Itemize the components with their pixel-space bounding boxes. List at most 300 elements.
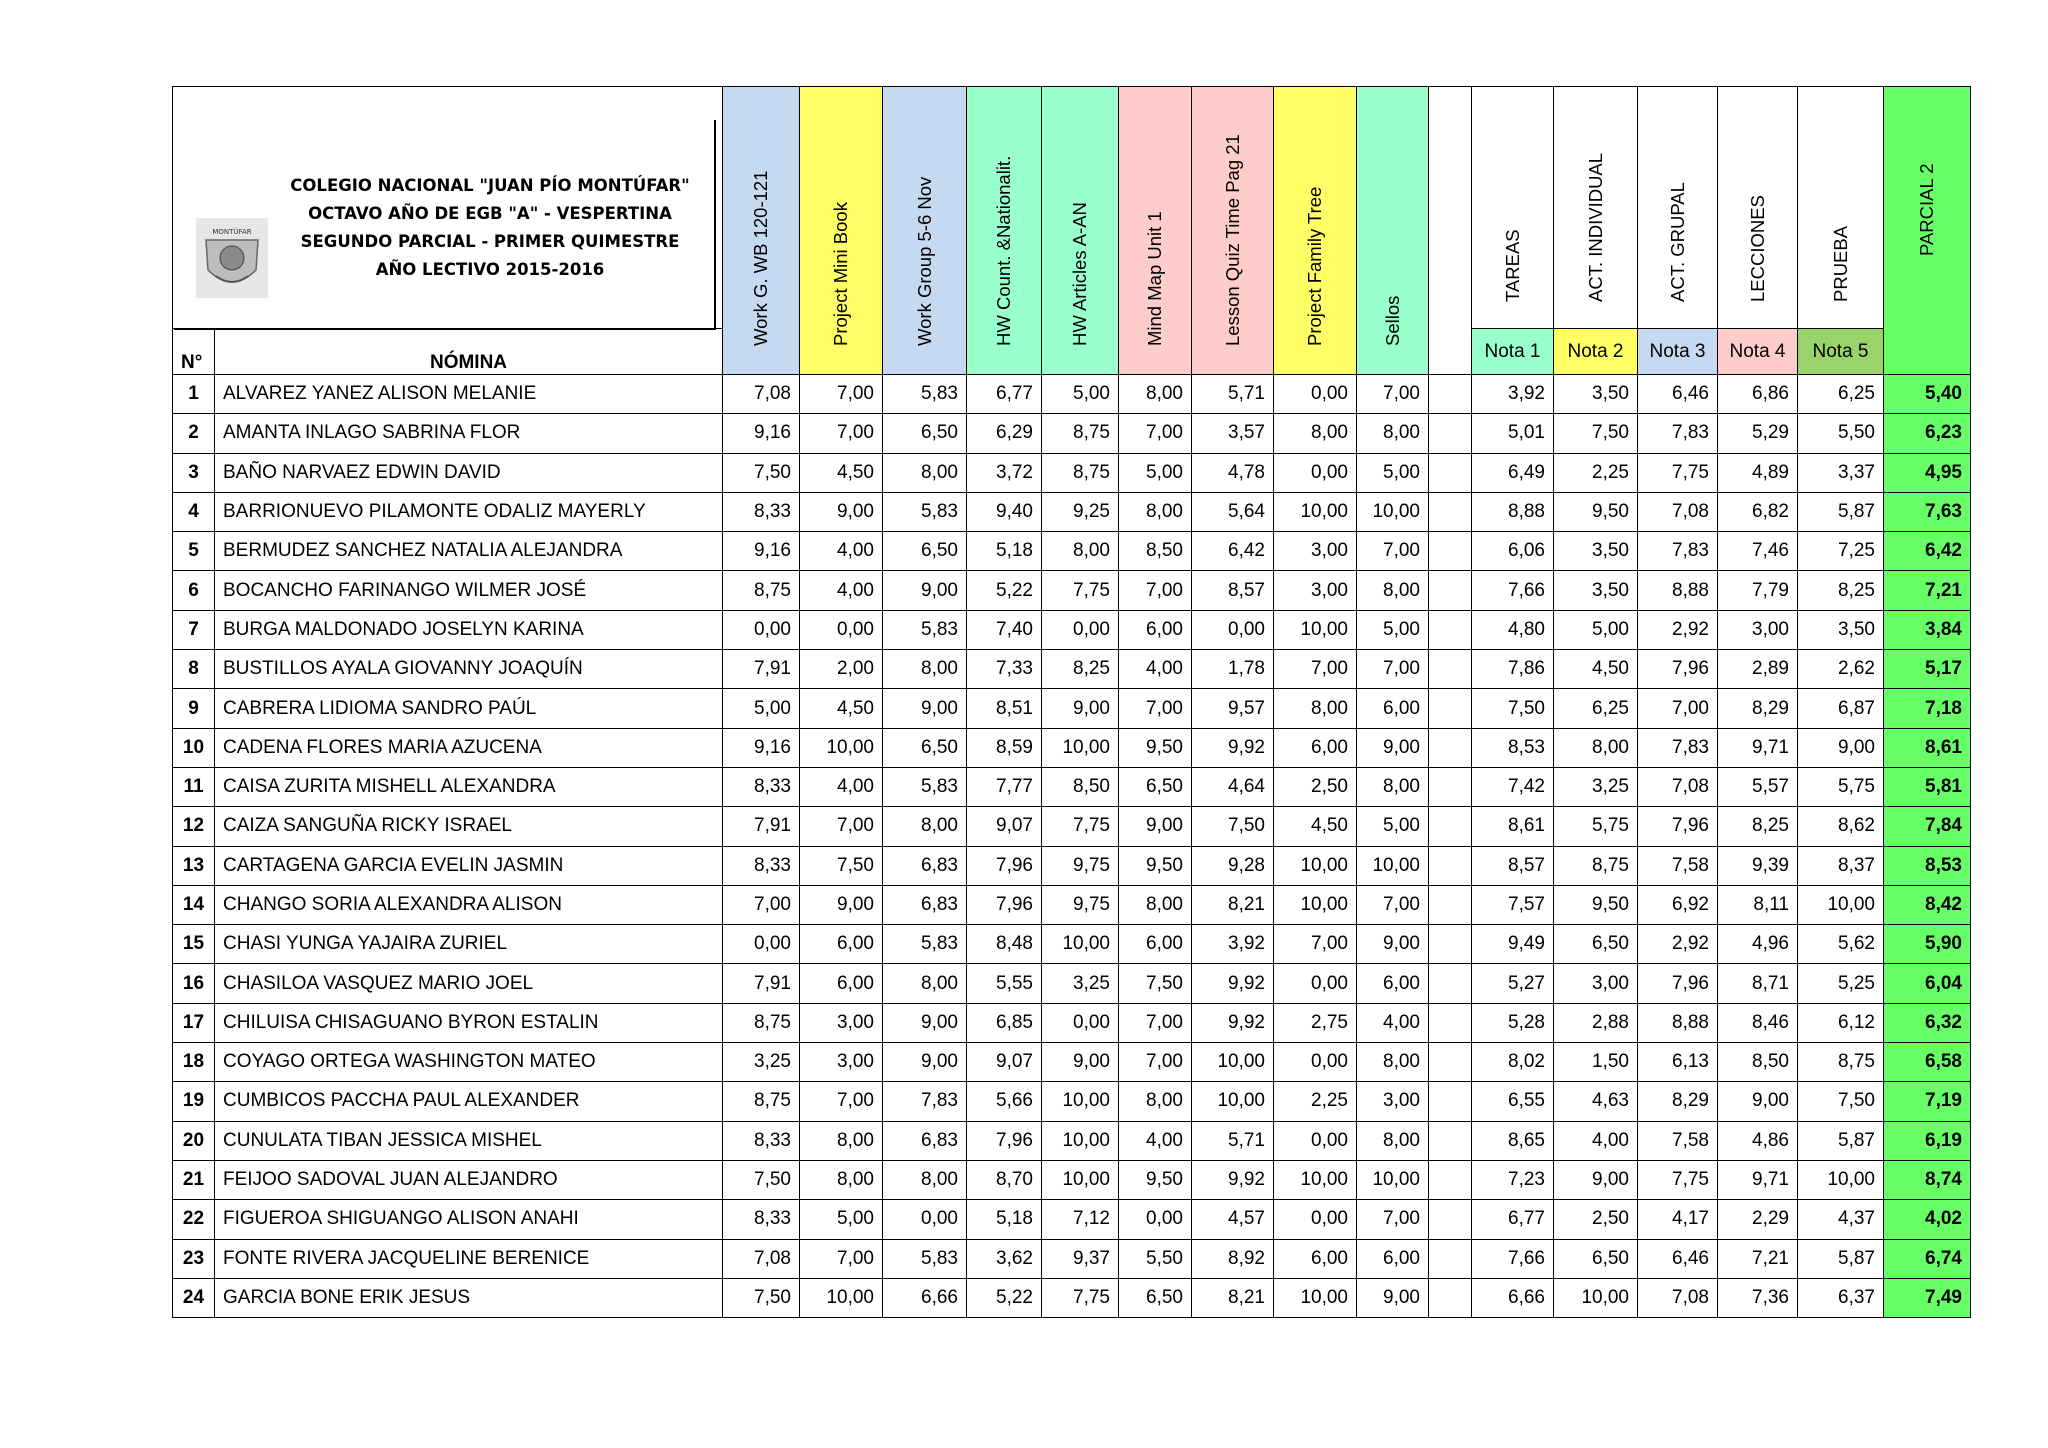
activity-score: 9,92 [1192, 728, 1274, 767]
activity-score: 4,00 [1119, 650, 1192, 689]
activity-score: 8,50 [1042, 767, 1119, 806]
nota-score: 5,87 [1798, 492, 1884, 531]
nota-score: 7,96 [1638, 650, 1718, 689]
activity-score: 6,50 [883, 414, 967, 453]
nota-score: 2,89 [1718, 650, 1798, 689]
table-row [173, 1200, 1971, 1239]
nota-label: Nota 2 [1554, 329, 1638, 375]
student-name: AMANTA INLAGO SABRINA FLOR [215, 414, 723, 453]
nota-score: 8,46 [1718, 1003, 1798, 1042]
gap-cell [1429, 571, 1472, 610]
activity-score: 4,50 [1274, 807, 1357, 846]
activity-score: 10,00 [1274, 610, 1357, 649]
activity-score: 3,00 [1274, 532, 1357, 571]
activity-score: 10,00 [1192, 1043, 1274, 1082]
activity-score: 6,83 [883, 885, 967, 924]
nota-score: 6,77 [1472, 1200, 1554, 1239]
activity-score: 0,00 [1274, 375, 1357, 414]
nota-score: 10,00 [1798, 1160, 1884, 1199]
nota-score: 8,88 [1638, 571, 1718, 610]
student-name: BARRIONUEVO PILAMONTE ODALIZ MAYERLY [215, 492, 723, 531]
student-name: CHASILOA VASQUEZ MARIO JOEL [215, 964, 723, 1003]
nota-score: 4,37 [1798, 1200, 1884, 1239]
nota-score: 8,00 [1554, 728, 1638, 767]
parcial-score: 8,74 [1884, 1160, 1971, 1199]
activity-score: 3,72 [967, 453, 1042, 492]
col-header-summary: PRUEBA [1798, 87, 1884, 329]
activity-score: 9,37 [1042, 1239, 1119, 1278]
activity-score: 8,00 [1357, 767, 1429, 806]
nota-score: 5,00 [1554, 610, 1638, 649]
activity-score: 6,00 [1119, 925, 1192, 964]
activity-score: 7,83 [883, 1082, 967, 1121]
nota-score: 9,00 [1554, 1160, 1638, 1199]
nota-score: 6,66 [1472, 1278, 1554, 1317]
course-name: OCTAVO AÑO DE EGB "A" - VESPERTINA [308, 204, 672, 223]
activity-score: 9,07 [967, 1043, 1042, 1082]
col-header-activity: Sellos [1357, 87, 1429, 375]
activity-score: 8,00 [883, 453, 967, 492]
activity-score: 8,00 [1119, 1082, 1192, 1121]
row-number: 1 [173, 375, 215, 414]
nota-score: 7,50 [1798, 1082, 1884, 1121]
activity-score: 7,75 [1042, 1278, 1119, 1317]
nota-score: 6,87 [1798, 689, 1884, 728]
activity-score: 7,96 [967, 846, 1042, 885]
gap-cell [1429, 492, 1472, 531]
activity-score: 0,00 [1274, 1043, 1357, 1082]
row-number: 12 [173, 807, 215, 846]
nota-score: 7,66 [1472, 1239, 1554, 1278]
row-number: 8 [173, 650, 215, 689]
col-header-summary: ACT. GRUPAL [1638, 87, 1718, 329]
activity-score: 0,00 [1274, 1121, 1357, 1160]
nota-score: 8,37 [1798, 846, 1884, 885]
activity-score: 6,00 [1357, 689, 1429, 728]
activity-score: 10,00 [800, 728, 883, 767]
nota-score: 5,87 [1798, 1239, 1884, 1278]
activity-score: 7,00 [1274, 925, 1357, 964]
activity-score: 6,00 [800, 964, 883, 1003]
nota-score: 6,25 [1554, 689, 1638, 728]
activity-score: 6,00 [1357, 964, 1429, 1003]
activity-score: 5,83 [883, 767, 967, 806]
activity-score: 8,51 [967, 689, 1042, 728]
school-name: COLEGIO NACIONAL "JUAN PÍO MONTÚFAR" [290, 176, 690, 195]
parcial-score: 5,81 [1884, 767, 1971, 806]
nota-score: 5,75 [1554, 807, 1638, 846]
activity-score: 0,00 [1042, 1003, 1119, 1042]
activity-score: 7,00 [1119, 571, 1192, 610]
activity-score: 10,00 [1274, 492, 1357, 531]
gap-cell [1429, 1043, 1472, 1082]
student-name: BERMUDEZ SANCHEZ NATALIA ALEJANDRA [215, 532, 723, 571]
activity-score: 8,33 [723, 1121, 800, 1160]
activity-score: 3,57 [1192, 414, 1274, 453]
nota-score: 2,92 [1638, 925, 1718, 964]
activity-score: 3,62 [967, 1239, 1042, 1278]
nota-score: 3,37 [1798, 453, 1884, 492]
parcial-score: 4,02 [1884, 1200, 1971, 1239]
nota-score: 7,83 [1638, 414, 1718, 453]
activity-score: 10,00 [1357, 492, 1429, 531]
activity-score: 7,00 [1357, 650, 1429, 689]
activity-score: 6,83 [883, 846, 967, 885]
nota-label: Nota 3 [1638, 329, 1718, 375]
activity-score: 10,00 [1042, 925, 1119, 964]
activity-score: 9,75 [1042, 846, 1119, 885]
gap-cell [1429, 610, 1472, 649]
activity-score: 8,00 [800, 1160, 883, 1199]
parcial-score: 7,49 [1884, 1278, 1971, 1317]
nota-score: 7,23 [1472, 1160, 1554, 1199]
activity-score: 5,00 [723, 689, 800, 728]
nota-score: 7,75 [1638, 1160, 1718, 1199]
nota-score: 8,02 [1472, 1043, 1554, 1082]
activity-score: 9,25 [1042, 492, 1119, 531]
nota-score: 4,96 [1718, 925, 1798, 964]
activity-score: 7,77 [967, 767, 1042, 806]
nota-score: 6,50 [1554, 925, 1638, 964]
activity-score: 7,50 [723, 1278, 800, 1317]
activity-score: 5,66 [967, 1082, 1042, 1121]
activity-score: 6,00 [1274, 1239, 1357, 1278]
nota-score: 8,75 [1798, 1043, 1884, 1082]
nota-score: 2,92 [1638, 610, 1718, 649]
activity-score: 9,28 [1192, 846, 1274, 885]
activity-score: 10,00 [1274, 1160, 1357, 1199]
student-name: CAISA ZURITA MISHELL ALEXANDRA [215, 767, 723, 806]
student-name: GARCIA BONE ERIK JESUS [215, 1278, 723, 1317]
parcial-score: 8,61 [1884, 728, 1971, 767]
student-name: CADENA FLORES MARIA AZUCENA [215, 728, 723, 767]
col-header-activity: Work G. WB 120-121 [723, 87, 800, 375]
nota-score: 3,50 [1554, 532, 1638, 571]
nota-score: 8,25 [1798, 571, 1884, 610]
activity-score: 5,00 [1357, 610, 1429, 649]
activity-score: 10,00 [1042, 728, 1119, 767]
student-name: CUMBICOS PACCHA PAUL ALEXANDER [215, 1082, 723, 1121]
gap-cell [1429, 846, 1472, 885]
activity-score: 8,00 [1357, 571, 1429, 610]
nota-score: 8,88 [1638, 1003, 1718, 1042]
activity-score: 8,00 [1357, 1121, 1429, 1160]
nota-score: 8,50 [1718, 1043, 1798, 1082]
nota-score: 8,88 [1472, 492, 1554, 531]
nota-score: 3,00 [1554, 964, 1638, 1003]
activity-score: 3,00 [800, 1003, 883, 1042]
table-row [173, 846, 1971, 885]
activity-score: 8,00 [1119, 492, 1192, 531]
table-row [173, 807, 1971, 846]
activity-score: 9,50 [1119, 1160, 1192, 1199]
nota-score: 8,71 [1718, 964, 1798, 1003]
activity-score: 9,00 [800, 885, 883, 924]
nota-score: 7,36 [1718, 1278, 1798, 1317]
nota-score: 9,00 [1798, 728, 1884, 767]
activity-score: 9,50 [1119, 846, 1192, 885]
activity-score: 6,85 [967, 1003, 1042, 1042]
nota-score: 7,96 [1638, 964, 1718, 1003]
col-header-parcial: PARCIAL 2 [1884, 87, 1971, 375]
activity-score: 10,00 [1274, 1278, 1357, 1317]
activity-score: 8,33 [723, 767, 800, 806]
activity-score: 7,00 [1274, 650, 1357, 689]
activity-score: 0,00 [883, 1200, 967, 1239]
activity-score: 10,00 [1042, 1082, 1119, 1121]
gap-cell [1429, 375, 1472, 414]
nota-score: 5,28 [1472, 1003, 1554, 1042]
nota-score: 7,66 [1472, 571, 1554, 610]
activity-score: 5,22 [967, 571, 1042, 610]
activity-score: 0,00 [723, 610, 800, 649]
activity-score: 7,00 [800, 375, 883, 414]
activity-score: 9,00 [883, 1043, 967, 1082]
seal-text: MONTÚFAR [212, 228, 252, 236]
activity-score: 8,21 [1192, 885, 1274, 924]
activity-score: 5,22 [967, 1278, 1042, 1317]
nota-score: 7,96 [1638, 807, 1718, 846]
parcial-score: 7,63 [1884, 492, 1971, 531]
nota-score: 7,83 [1638, 532, 1718, 571]
activity-score: 4,50 [800, 453, 883, 492]
parcial-score: 6,23 [1884, 414, 1971, 453]
table-row [173, 492, 1971, 531]
activity-score: 9,00 [883, 1003, 967, 1042]
nota-score: 7,57 [1472, 885, 1554, 924]
activity-score: 6,66 [883, 1278, 967, 1317]
gap-header [1429, 87, 1472, 375]
nota-score: 9,50 [1554, 492, 1638, 531]
row-number: 16 [173, 964, 215, 1003]
activity-score: 7,00 [800, 1082, 883, 1121]
nota-score: 5,75 [1798, 767, 1884, 806]
activity-score: 5,83 [883, 610, 967, 649]
activity-score: 5,00 [1357, 453, 1429, 492]
row-number: 20 [173, 1121, 215, 1160]
col-header-activity: Work Group 5-6 Nov [883, 87, 967, 375]
table-row [173, 453, 1971, 492]
student-name: CHANGO SORIA ALEXANDRA ALISON [215, 885, 723, 924]
gap-cell [1429, 532, 1472, 571]
activity-score: 5,64 [1192, 492, 1274, 531]
table-row [173, 689, 1971, 728]
nota-score: 7,58 [1638, 1121, 1718, 1160]
nota-score: 6,49 [1472, 453, 1554, 492]
activity-score: 7,00 [800, 807, 883, 846]
activity-score: 7,00 [1357, 375, 1429, 414]
nota-score: 7,79 [1718, 571, 1798, 610]
activity-score: 8,00 [883, 807, 967, 846]
activity-score: 5,55 [967, 964, 1042, 1003]
activity-score: 8,00 [1357, 1043, 1429, 1082]
col-header-summary: LECCIONES [1718, 87, 1798, 329]
gap-cell [1429, 964, 1472, 1003]
nota-score: 8,25 [1718, 807, 1798, 846]
activity-score: 7,50 [1192, 807, 1274, 846]
nota-score: 6,12 [1798, 1003, 1884, 1042]
row-number: 2 [173, 414, 215, 453]
col-header-activity: HW Count. &Nationalit. [967, 87, 1042, 375]
gap-cell [1429, 453, 1472, 492]
activity-score: 8,00 [1042, 532, 1119, 571]
nota-score: 5,57 [1718, 767, 1798, 806]
activity-score: 2,00 [800, 650, 883, 689]
row-number: 14 [173, 885, 215, 924]
parcial-score: 7,21 [1884, 571, 1971, 610]
nota-score: 7,42 [1472, 767, 1554, 806]
nota-score: 4,63 [1554, 1082, 1638, 1121]
student-name: CAIZA SANGUÑA RICKY ISRAEL [215, 807, 723, 846]
activity-score: 8,00 [1119, 885, 1192, 924]
activity-score: 7,00 [1357, 532, 1429, 571]
parcial-score: 6,74 [1884, 1239, 1971, 1278]
activity-score: 3,25 [723, 1043, 800, 1082]
activity-score: 5,71 [1192, 375, 1274, 414]
nota-score: 10,00 [1798, 885, 1884, 924]
nota-score: 7,08 [1638, 767, 1718, 806]
activity-score: 0,00 [1119, 1200, 1192, 1239]
nota-score: 6,82 [1718, 492, 1798, 531]
table-row [173, 1003, 1971, 1042]
table-row [173, 1082, 1971, 1121]
student-name: BAÑO NARVAEZ EDWIN DAVID [215, 453, 723, 492]
activity-score: 7,00 [723, 885, 800, 924]
activity-score: 6,50 [1119, 767, 1192, 806]
nota-score: 5,27 [1472, 964, 1554, 1003]
activity-score: 6,50 [883, 532, 967, 571]
activity-score: 10,00 [1192, 1082, 1274, 1121]
activity-score: 7,75 [1042, 807, 1119, 846]
nota-score: 7,08 [1638, 492, 1718, 531]
nota-score: 2,29 [1718, 1200, 1798, 1239]
nota-score: 6,25 [1798, 375, 1884, 414]
nota-score: 6,46 [1638, 1239, 1718, 1278]
activity-score: 5,18 [967, 1200, 1042, 1239]
table-row [173, 1160, 1971, 1199]
activity-score: 3,92 [1192, 925, 1274, 964]
nota-score: 7,08 [1638, 1278, 1718, 1317]
col-header-activity: HW Articles A-AN [1042, 87, 1119, 375]
activity-score: 10,00 [1357, 1160, 1429, 1199]
nota-score: 6,37 [1798, 1278, 1884, 1317]
nota-score: 8,53 [1472, 728, 1554, 767]
activity-score: 9,00 [1119, 807, 1192, 846]
activity-score: 7,08 [723, 1239, 800, 1278]
activity-score: 0,00 [1042, 610, 1119, 649]
activity-score: 6,50 [1119, 1278, 1192, 1317]
student-name: CARTAGENA GARCIA EVELIN JASMIN [215, 846, 723, 885]
activity-score: 8,75 [723, 571, 800, 610]
row-number: 9 [173, 689, 215, 728]
row-number: 5 [173, 532, 215, 571]
table-row [173, 1278, 1971, 1317]
nota-score: 9,49 [1472, 925, 1554, 964]
gap-cell [1429, 807, 1472, 846]
student-name: CHASI YUNGA YAJAIRA ZURIEL [215, 925, 723, 964]
activity-score: 0,00 [1274, 964, 1357, 1003]
nota-score: 6,06 [1472, 532, 1554, 571]
table-row [173, 964, 1971, 1003]
student-name: CABRERA LIDIOMA SANDRO PAÚL [215, 689, 723, 728]
row-number: 24 [173, 1278, 215, 1317]
activity-score: 8,75 [1042, 453, 1119, 492]
activity-score: 4,50 [800, 689, 883, 728]
student-name: CUNULATA TIBAN JESSICA MISHEL [215, 1121, 723, 1160]
nota-score: 5,62 [1798, 925, 1884, 964]
nota-score: 9,00 [1718, 1082, 1798, 1121]
activity-score: 7,50 [723, 1160, 800, 1199]
nota-score: 4,50 [1554, 650, 1638, 689]
activity-score: 8,33 [723, 492, 800, 531]
nota-score: 3,50 [1798, 610, 1884, 649]
activity-score: 9,00 [1042, 1043, 1119, 1082]
activity-score: 4,57 [1192, 1200, 1274, 1239]
activity-score: 8,50 [1119, 532, 1192, 571]
student-name: ALVAREZ YANEZ ALISON MELANIE [215, 375, 723, 414]
nota-score: 8,61 [1472, 807, 1554, 846]
activity-score: 2,50 [1274, 767, 1357, 806]
activity-score: 8,75 [723, 1082, 800, 1121]
activity-score: 0,00 [1274, 453, 1357, 492]
parcial-score: 7,18 [1884, 689, 1971, 728]
activity-score: 7,00 [800, 1239, 883, 1278]
student-name: BUSTILLOS AYALA GIOVANNY JOAQUÍN [215, 650, 723, 689]
nota-score: 5,29 [1718, 414, 1798, 453]
nota-score: 4,89 [1718, 453, 1798, 492]
student-name: FONTE RIVERA JACQUELINE BERENICE [215, 1239, 723, 1278]
nota-score: 2,25 [1554, 453, 1638, 492]
activity-score: 9,00 [1357, 925, 1429, 964]
activity-score: 6,00 [1119, 610, 1192, 649]
parcial-score: 8,42 [1884, 885, 1971, 924]
table-row [173, 532, 1971, 571]
activity-score: 7,12 [1042, 1200, 1119, 1239]
activity-score: 0,00 [1192, 610, 1274, 649]
activity-score: 9,16 [723, 728, 800, 767]
activity-score: 5,83 [883, 375, 967, 414]
gap-cell [1429, 1200, 1472, 1239]
activity-score: 8,57 [1192, 571, 1274, 610]
nota-score: 3,92 [1472, 375, 1554, 414]
nota-score: 2,62 [1798, 650, 1884, 689]
activity-score: 9,75 [1042, 885, 1119, 924]
table-row [173, 1121, 1971, 1160]
activity-score: 6,83 [883, 1121, 967, 1160]
activity-score: 9,00 [883, 571, 967, 610]
gap-cell [1429, 767, 1472, 806]
nota-score: 7,50 [1554, 414, 1638, 453]
row-number: 21 [173, 1160, 215, 1199]
gap-cell [1429, 1239, 1472, 1278]
activity-score: 7,75 [1042, 571, 1119, 610]
gap-cell [1429, 885, 1472, 924]
row-number: 10 [173, 728, 215, 767]
activity-score: 9,00 [1042, 689, 1119, 728]
gap-cell [1429, 1160, 1472, 1199]
activity-score: 9,00 [800, 492, 883, 531]
student-name: BOCANCHO FARINANGO WILMER JOSÉ [215, 571, 723, 610]
nota-score: 10,00 [1554, 1278, 1638, 1317]
period-name: SEGUNDO PARCIAL - PRIMER QUIMESTRE [300, 232, 680, 251]
activity-score: 5,83 [883, 925, 967, 964]
nota-score: 4,86 [1718, 1121, 1798, 1160]
activity-score: 7,40 [967, 610, 1042, 649]
activity-score: 8,59 [967, 728, 1042, 767]
activity-score: 3,25 [1042, 964, 1119, 1003]
activity-score: 4,00 [1357, 1003, 1429, 1042]
table-row [173, 414, 1971, 453]
